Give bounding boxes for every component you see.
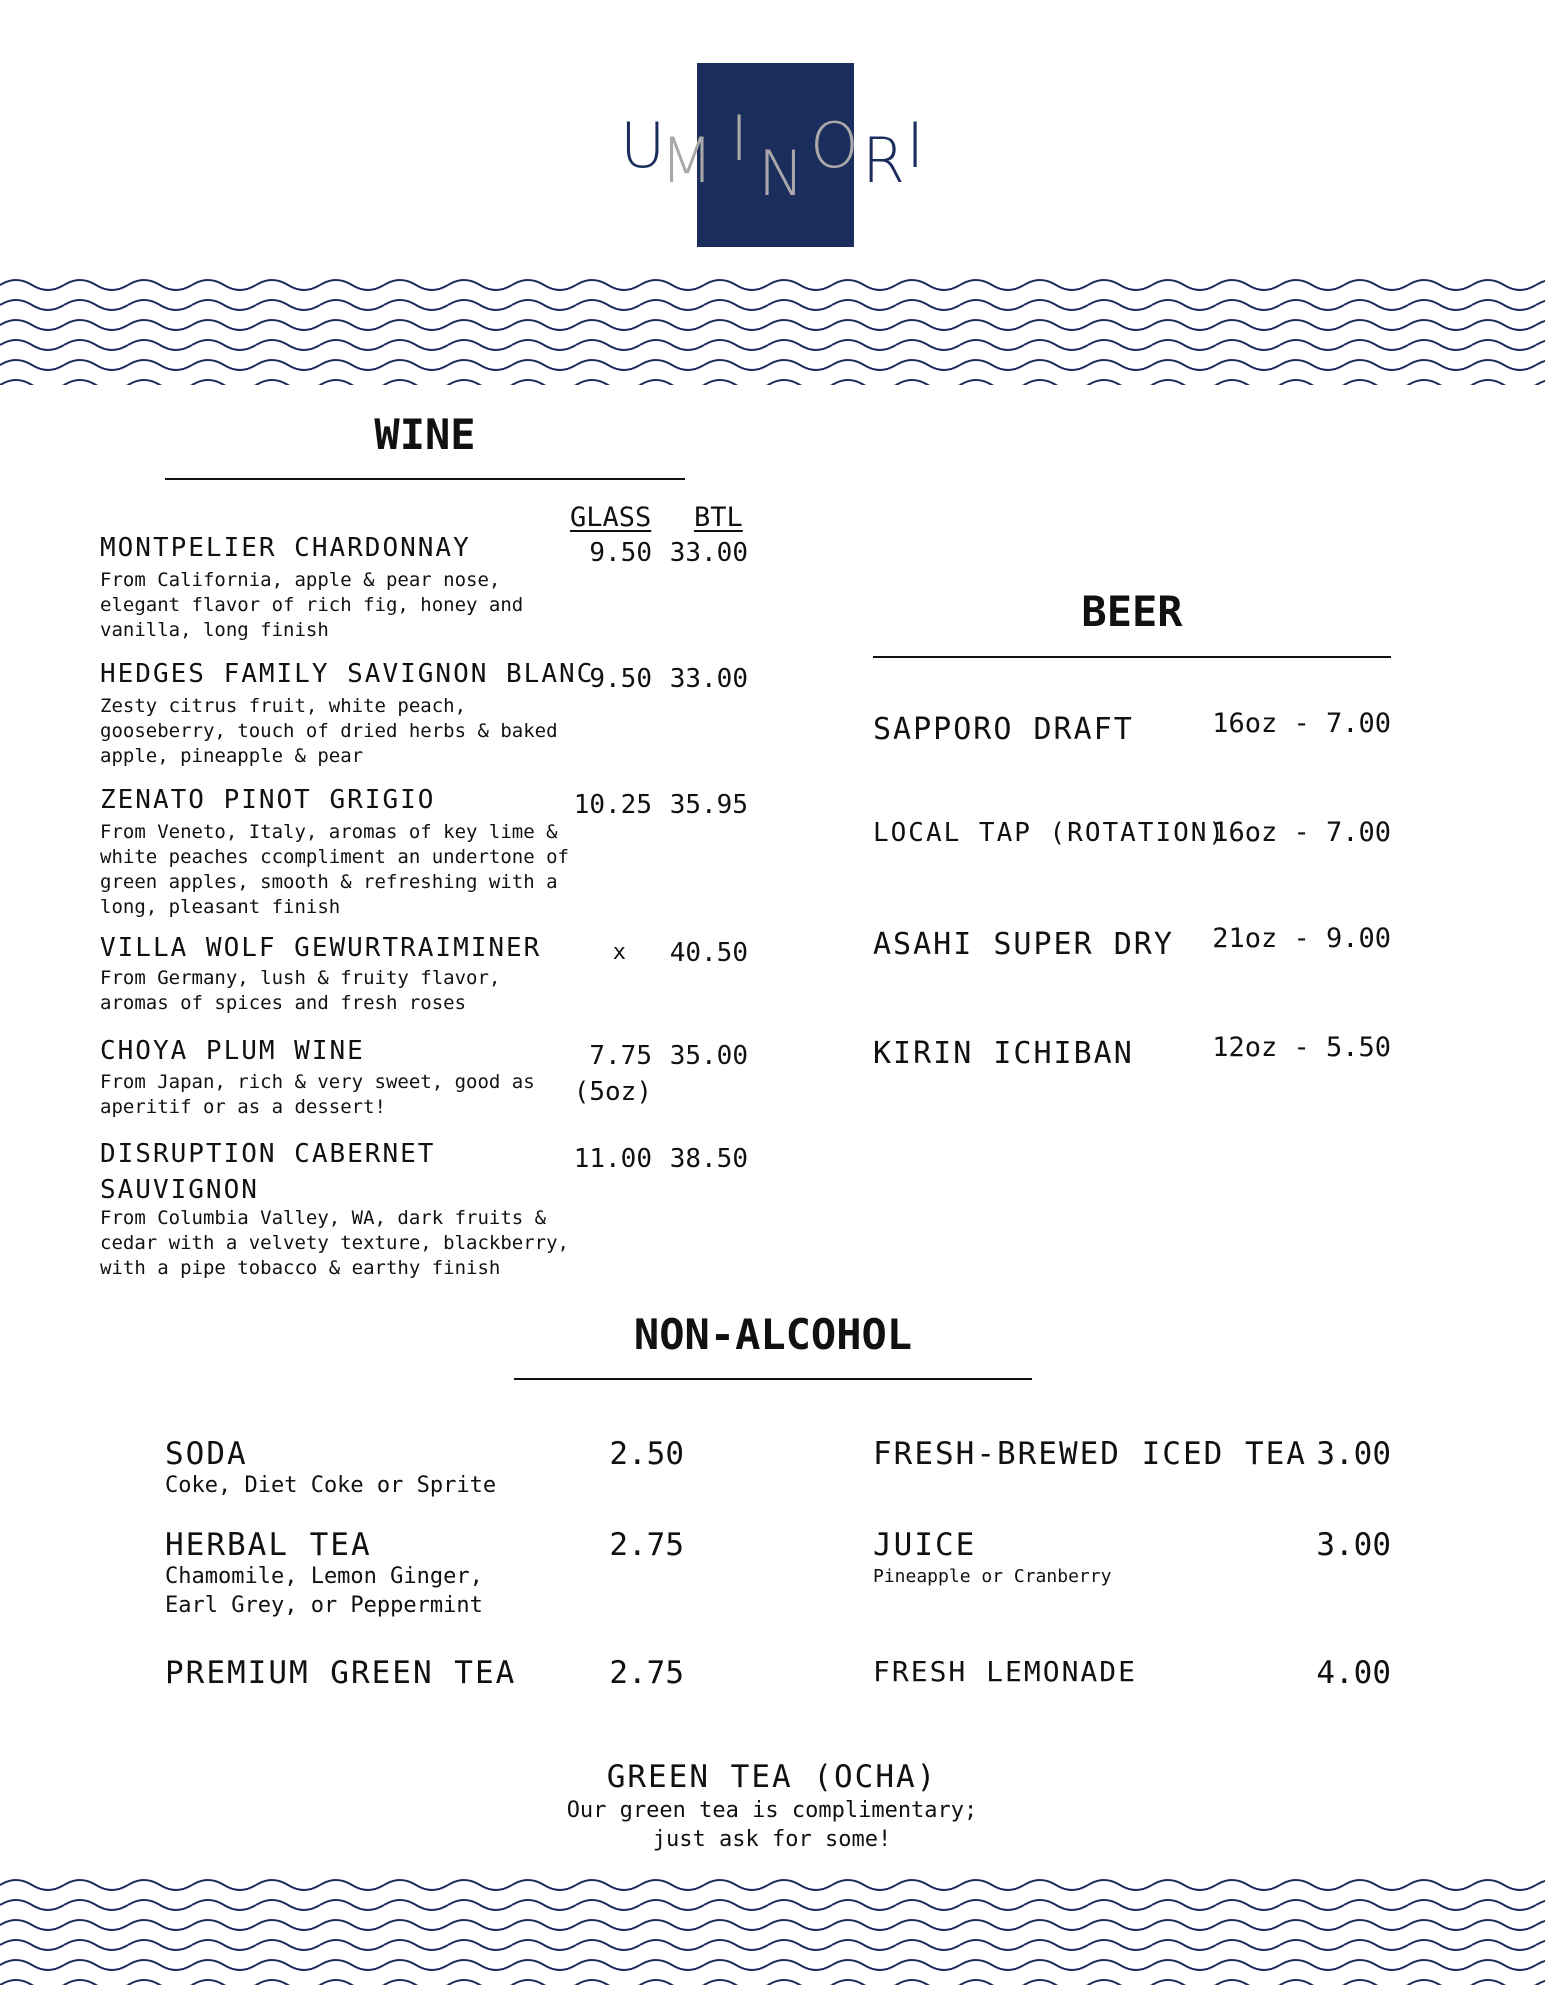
- beer-item-name: KIRIN ICHIBAN: [873, 1036, 1134, 1071]
- green-tea-line: Our green tea is complimentary;: [566, 1798, 978, 1823]
- logo-letter-r: R: [862, 124, 906, 197]
- na-item-name: PREMIUM GREEN TEA: [165, 1655, 517, 1691]
- beer-title: BEER: [1081, 587, 1183, 636]
- na-item-price: 2.75: [609, 1527, 684, 1563]
- wine-glass-price: 10.25: [573, 790, 652, 820]
- desc-line: From Japan, rich & very sweet, good as: [100, 1071, 535, 1093]
- beer-item-price: 12oz - 5.50: [1212, 1032, 1391, 1063]
- na-item-price: 3.00: [1316, 1436, 1391, 1472]
- beer-item-name: SAPPORO DRAFT: [873, 712, 1134, 747]
- wine-item-name-cont: SAUVIGNON: [100, 1175, 259, 1205]
- wine-glass-price: 7.75: [589, 1041, 652, 1071]
- beer-item-name: LOCAL TAP (ROTATION): [873, 818, 1227, 848]
- na-item-name: FRESH LEMONADE: [873, 1655, 1138, 1688]
- logo-letter-m: M: [660, 124, 714, 197]
- desc-line: vanilla, long finish: [100, 619, 329, 641]
- wine-glass-price: 11.00: [573, 1144, 652, 1174]
- na-item-name: SODA: [165, 1436, 248, 1472]
- wave-band-top: [0, 275, 1545, 385]
- wine-item-name: DISRUPTION CABERNET: [100, 1139, 436, 1169]
- desc-line: Chamomile, Lemon Ginger,: [165, 1564, 483, 1589]
- wine-item-desc: [100, 820, 569, 920]
- wine-glass-price: x: [612, 940, 626, 965]
- desc-line: From Veneto, Italy, aromas of key lime &: [100, 821, 558, 843]
- wine-glass-note: (5oz): [573, 1077, 652, 1107]
- desc-line: cedar with a velvety texture, blackberry,: [100, 1232, 569, 1254]
- logo-letter-o: O: [810, 109, 859, 182]
- na-item-name: HERBAL TEA: [165, 1527, 372, 1563]
- wine-item-desc: [100, 694, 558, 769]
- wine-item-name: VILLA WOLF GEWURTRAIMINER: [100, 933, 542, 963]
- wine-col-btl: BTL: [694, 502, 743, 533]
- wine-btl-price: 33.00: [669, 538, 748, 568]
- na-item-name: FRESH-BREWED ICED TEA: [873, 1436, 1307, 1472]
- logo-letter-n: N: [758, 137, 805, 210]
- desc-line: aperitif or as a dessert!: [100, 1096, 386, 1118]
- na-item-name: JUICE: [873, 1527, 977, 1563]
- wine-item-desc: [100, 1070, 535, 1120]
- na-item-price: 4.00: [1316, 1655, 1391, 1691]
- desc-line: From Germany, lush & fruity flavor,: [100, 967, 501, 989]
- wine-btl-price: 38.50: [669, 1144, 748, 1174]
- wine-btl-price: 33.00: [669, 664, 748, 694]
- non-alcohol-rule: [514, 1378, 1032, 1380]
- wine-btl-price: 40.50: [669, 938, 748, 968]
- wine-rule: [165, 478, 685, 480]
- na-item-desc: Coke, Diet Coke or Sprite: [165, 1473, 497, 1498]
- desc-line: long, pleasant finish: [100, 896, 341, 918]
- green-tea-title: GREEN TEA (OCHA): [606, 1759, 938, 1795]
- beer-item-name: ASAHI SUPER DRY: [873, 927, 1174, 962]
- desc-line: with a pipe tobacco & earthy finish: [100, 1257, 501, 1279]
- desc-line: From California, apple & pear nose,: [100, 569, 501, 591]
- wine-title: WINE: [374, 410, 476, 459]
- green-tea-block: [472, 1758, 1072, 1854]
- wine-btl-price: 35.95: [669, 790, 748, 820]
- logo-letter-i2: I: [906, 109, 925, 182]
- na-item-price: 2.75: [609, 1655, 684, 1691]
- logo-letter-u: U: [620, 109, 666, 182]
- beer-item-price: 16oz - 7.00: [1212, 817, 1391, 848]
- logo: [620, 102, 940, 210]
- wave-band-bottom: [0, 1875, 1545, 1985]
- desc-line: apple, pineapple & pear: [100, 745, 364, 767]
- desc-line: white peaches ccompliment an undertone of: [100, 846, 569, 868]
- wine-item-name: CHOYA PLUM WINE: [100, 1036, 365, 1066]
- wine-item-name: MONTPELIER CHARDONNAY: [100, 533, 471, 563]
- desc-line: Earl Grey, or Peppermint: [165, 1593, 483, 1618]
- wine-glass-price: 9.50: [589, 664, 652, 694]
- na-item-desc: [165, 1562, 483, 1620]
- logo-letter-i1: I: [730, 102, 749, 175]
- desc-line: gooseberry, touch of dried herbs & baked: [100, 720, 558, 742]
- wine-btl-price: 35.00: [669, 1041, 748, 1071]
- beer-item-price: 21oz - 9.00: [1212, 923, 1391, 954]
- desc-line: green apples, smooth & refreshing with a: [100, 871, 558, 893]
- wine-item-name: HEDGES FAMILY SAVIGNON BLANC: [100, 659, 595, 689]
- na-item-price: 3.00: [1316, 1527, 1391, 1563]
- desc-line: aromas of spices and fresh roses: [100, 992, 467, 1014]
- na-item-desc: Pineapple or Cranberry: [873, 1566, 1112, 1587]
- wine-item-desc: [100, 568, 523, 643]
- na-item-price: 2.50: [609, 1436, 684, 1472]
- wine-item-desc: [100, 966, 500, 1016]
- beer-rule: [873, 656, 1391, 658]
- beer-item-price: 16oz - 7.00: [1212, 708, 1391, 739]
- green-tea-line: just ask for some!: [652, 1827, 892, 1852]
- wine-col-glass: GLASS: [570, 502, 652, 533]
- desc-line: Zesty citrus fruit, white peach,: [100, 695, 467, 717]
- desc-line: elegant flavor of rich fig, honey and: [100, 594, 524, 616]
- non-alcohol-title: NON-ALCOHOL: [633, 1310, 913, 1359]
- desc-line: From Columbia Valley, WA, dark fruits &: [100, 1207, 547, 1229]
- wine-item-desc: [100, 1206, 569, 1281]
- wine-glass-price: 9.50: [589, 538, 652, 568]
- wine-item-name: ZENATO PINOT GRIGIO: [100, 785, 436, 815]
